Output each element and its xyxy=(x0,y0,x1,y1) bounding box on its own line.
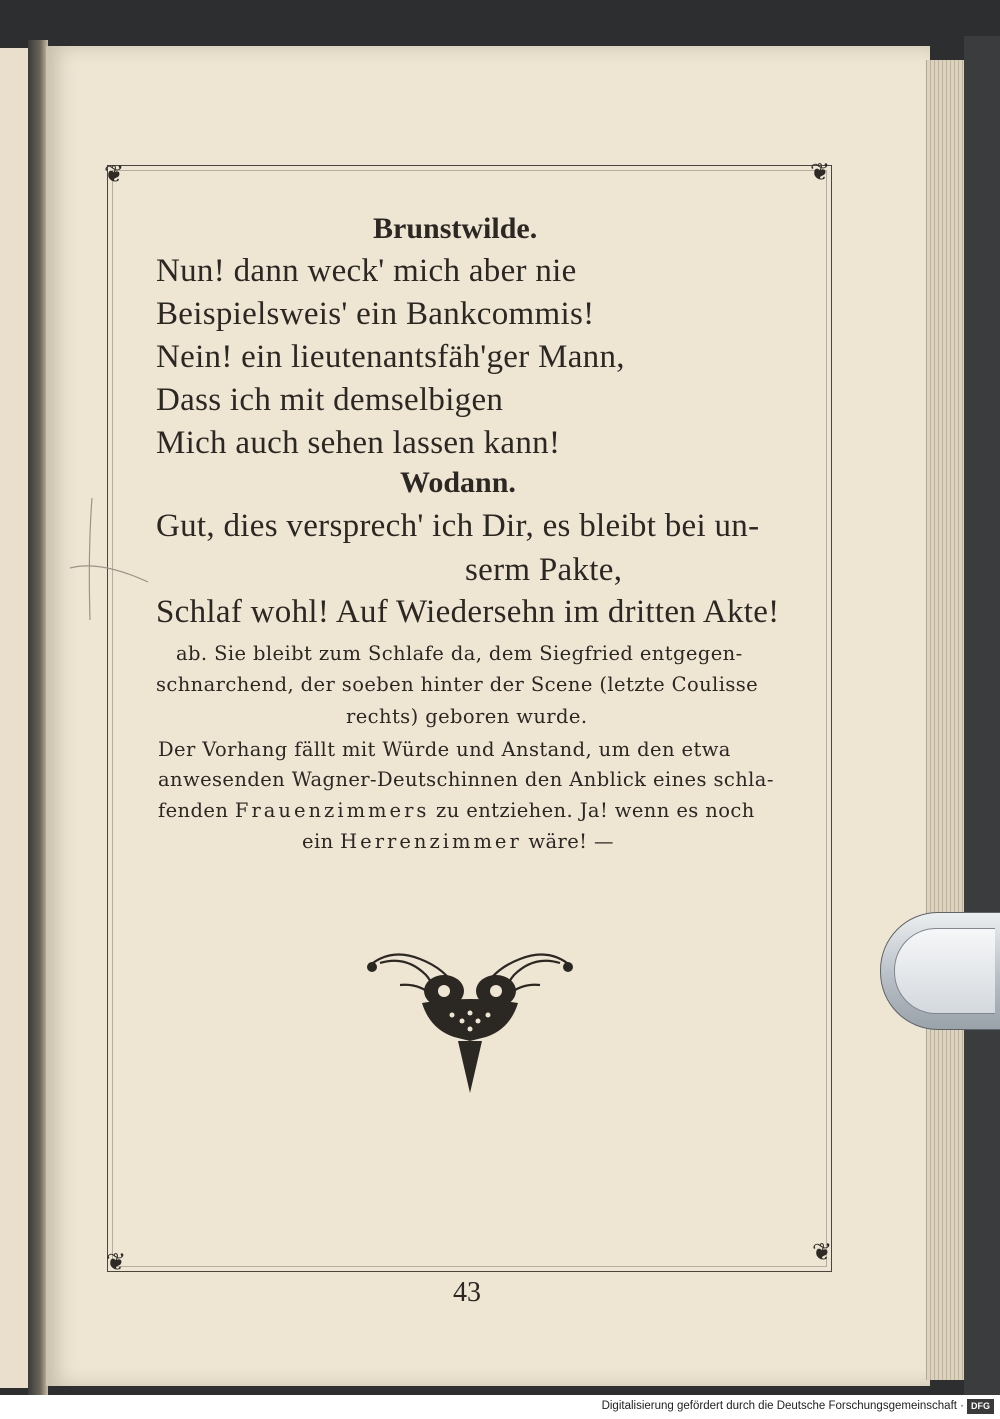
stage-text-emphasis: Herrenzimmer xyxy=(340,830,522,853)
stage-direction-line: anwesenden Wagner-Deutschinnen den Anblick eines schla- xyxy=(158,768,774,791)
stage-direction-line: rechts) geboren wurde. xyxy=(346,705,588,728)
stage-text: ein xyxy=(302,830,334,853)
stage-text: wäre! — xyxy=(528,830,614,853)
stage-direction-line xyxy=(158,799,755,822)
floral-tailpiece-ornament xyxy=(360,945,580,1095)
fleuron-corner-icon: ❦ xyxy=(103,160,125,188)
speaker-heading-wodann: Wodann. xyxy=(400,466,516,499)
stage-direction-line xyxy=(302,830,614,853)
pencil-mark xyxy=(60,490,150,630)
funding-credit: Digitalisierung gefördert durch die Deutsche Forschungsgemeinschaft · xyxy=(601,1400,964,1412)
stage-text: fenden xyxy=(158,799,229,822)
fleuron-corner-icon: ❦ xyxy=(105,1248,127,1276)
book-gutter xyxy=(28,40,48,1395)
book-cover-edge xyxy=(964,36,1000,1395)
stage-direction-line: Der Vorhang fällt mit Würde und Anstand, um den etwa xyxy=(158,738,731,761)
verse-line: Nun! dann weck' mich aber nie xyxy=(156,253,577,289)
page-stack-edges xyxy=(926,60,967,1380)
stage-direction-line: schnarchend, der soeben hinter der Scene (letzte Coulisse xyxy=(156,673,759,696)
stage-text-emphasis: Frauenzimmers xyxy=(234,799,430,822)
page-clip xyxy=(870,912,1000,1030)
verse-line: Dass ich mit demselbigen xyxy=(156,382,504,418)
verse-line: Mich auch sehen lassen kann! xyxy=(156,425,561,461)
verse-line: Gut, dies versprech' ich Dir, es bleibt bei un- xyxy=(156,508,760,544)
verse-line: Nein! ein lieutenantsfäh'ger Mann, xyxy=(156,339,625,375)
stage-direction-line: ab. Sie bleibt zum Schlafe da, dem Siegfried entgegen- xyxy=(176,642,743,665)
clip-opening xyxy=(894,928,995,1014)
left-page-edge xyxy=(0,48,30,1388)
fleuron-corner-icon: ❦ xyxy=(811,1238,833,1266)
fleuron-corner-icon: ❦ xyxy=(809,158,831,186)
page-number: 43 xyxy=(453,1277,481,1308)
verse-line: Beispielsweis' ein Bankcommis! xyxy=(156,296,595,332)
verse-line: Schlaf wohl! Auf Wiedersehn im dritten Akte! xyxy=(156,594,780,630)
speaker-heading-brunstwilde: Brunstwilde. xyxy=(373,212,538,245)
stage-text: zu entziehen. Ja! wenn es noch xyxy=(436,799,755,822)
dfg-logo: DFG xyxy=(967,1399,994,1414)
verse-line: serm Pakte, xyxy=(465,552,623,588)
